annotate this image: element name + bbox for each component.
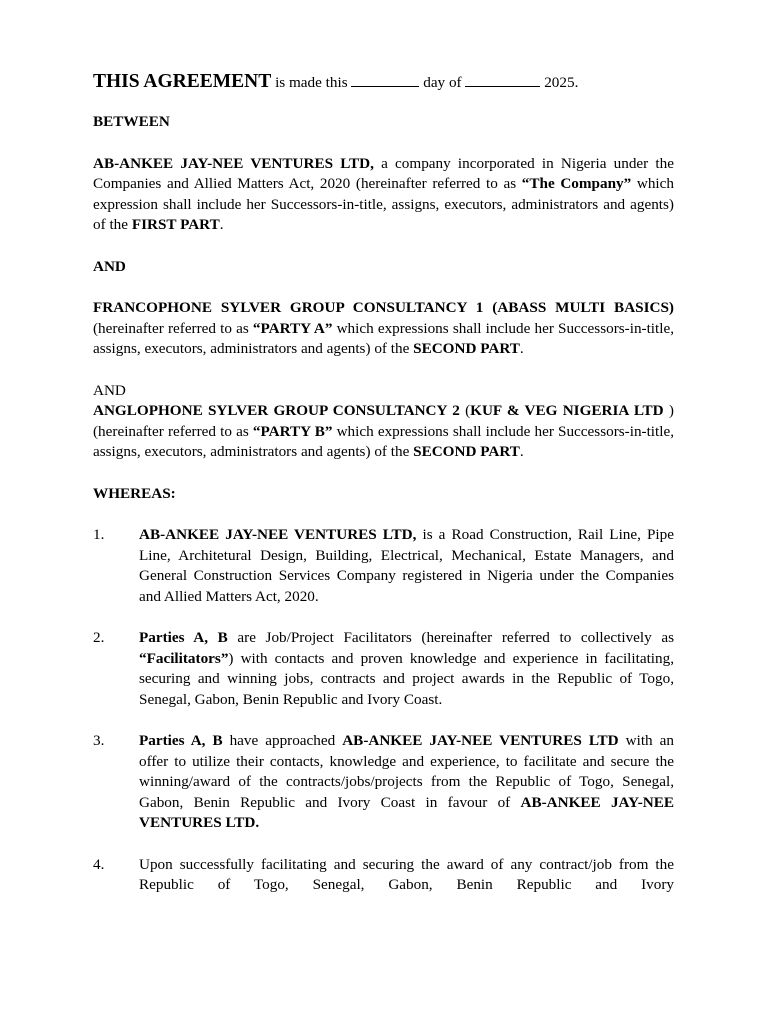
whereas-item-4 — [93, 855, 674, 896]
item-lead: AB-ANKEE JAY-NEE VENTURES LTD, — [139, 526, 417, 543]
first-party-name: AB-ANKEE JAY-NEE VENTURES LTD, — [93, 154, 374, 172]
party-b-part: SECOND PART — [413, 443, 520, 460]
agreement-title — [93, 69, 674, 96]
first-party-alias: “The Company” — [521, 175, 632, 192]
item-body-2: with an offer to utilize their contacts, knowledge and experience, to facilitate and secure the winning/award of the contracts/jobs/projects from the Republic of Togo, Senegal, Gabon, Benin Republic and Ivory Coast in favour of — [139, 732, 674, 811]
party-a-text-2: which expressions shall include her Successors-in-title, assigns, executors, administrators and agents) of the — [93, 319, 675, 357]
and-heading-2 — [93, 381, 674, 402]
item-number: 3. — [93, 732, 105, 749]
party-a-part: SECOND PART — [413, 340, 520, 357]
first-party-paragraph — [93, 154, 674, 236]
party-b-text-2: which expressions shall include her Successors-in-title, assigns, executors, administrators and agents) of the — [93, 422, 675, 460]
party-a-name: FRANCOPHONE SYLVER GROUP CONSULTANCY 1 (ABASS MULTI BASICS) — [93, 299, 674, 316]
whereas-label: WHEREAS: — [93, 484, 176, 502]
and-label-2: AND — [93, 381, 126, 399]
item-company: AB-ANKEE JAY-NEE VENTURES LTD — [342, 732, 619, 749]
agreement-title-strong: THIS AGREEMENT — [93, 71, 272, 92]
party-b-end: . — [519, 443, 524, 460]
item-lead: Parties A, B — [139, 629, 228, 646]
made-this-text: is made this — [271, 74, 352, 91]
day-of-text: day of — [419, 74, 466, 91]
between-heading — [93, 112, 674, 133]
item-text — [139, 855, 674, 896]
first-party-text-2: which expression shall include her Successors-in-title, assigns, executors, administrators and agents) of the — [93, 175, 674, 233]
and-label-1: AND — [93, 257, 126, 275]
party-a-text-1: (hereinafter referred to as — [93, 319, 253, 337]
whereas-item-2 — [93, 628, 674, 710]
item-company-end: AB-ANKEE JAY-NEE VENTURES LTD. — [139, 793, 674, 831]
party-b-sub-name: KUF & VEG NIGERIA LTD — [470, 402, 664, 419]
first-party-end: . — [219, 216, 224, 233]
whereas-item-3 — [93, 731, 674, 834]
whereas-item-1 — [93, 525, 674, 607]
party-a-alias: “PARTY A” — [252, 319, 333, 337]
item-alias: “Facilitators” — [139, 649, 229, 667]
party-b-text-1: ) (hereinafter referred to as — [93, 402, 674, 440]
party-b-alias: “PARTY B” — [252, 422, 333, 440]
party-b-name: ANGLOPHONE SYLVER GROUP CONSULTANCY 2 — [93, 402, 460, 419]
item-body-2: ) with contacts and proven knowledge and experience in facilitating, securing and winning jobs, contracts and project awards in the Republic of Togo, Senegal, Gabon, Benin Republic and Ivory Coast. — [139, 649, 674, 708]
document-page — [93, 69, 674, 896]
and-heading-1 — [93, 257, 674, 278]
item-body-1: are Job/Project Facilitators (hereinafter referred to collectively as — [227, 629, 674, 646]
year-text: 2025. — [540, 74, 579, 91]
first-party-part: FIRST PART — [131, 216, 220, 233]
item-body-1: have approached — [222, 732, 343, 749]
item-body: Upon successfully facilitating and securing the award of any contract/job from the Republic of Togo, Senegal, Gabon, Benin Republic and Ivory — [139, 855, 674, 893]
party-b-paren-open: ( — [459, 402, 471, 419]
party-a-end: . — [519, 340, 524, 357]
item-text — [139, 628, 674, 710]
party-b-paragraph — [93, 401, 674, 463]
item-number: 4. — [93, 855, 105, 873]
between-label: BETWEEN — [93, 113, 170, 130]
item-lead: Parties A, B — [139, 732, 223, 749]
party-a-paragraph — [93, 298, 674, 360]
whereas-heading — [93, 484, 674, 505]
month-blank-line — [465, 71, 540, 87]
item-body: is a Road Construction, Rail Line, Pipe Line, Architetural Design, Building, Electrical, Mechanical, Estate Managers, and General Construction Services Company registered in Nigeria under the Companies and Allied Matters Act, 2020. — [139, 526, 674, 605]
item-text — [139, 731, 674, 834]
item-number: 1. — [93, 526, 105, 543]
first-party-text-1: a company incorporated in Nigeria under the Companies and Allied Matters Act, 2020 (hereinafter referred to as — [93, 154, 674, 192]
day-blank-line — [351, 71, 419, 87]
item-number: 2. — [93, 629, 105, 646]
item-text — [139, 525, 674, 607]
